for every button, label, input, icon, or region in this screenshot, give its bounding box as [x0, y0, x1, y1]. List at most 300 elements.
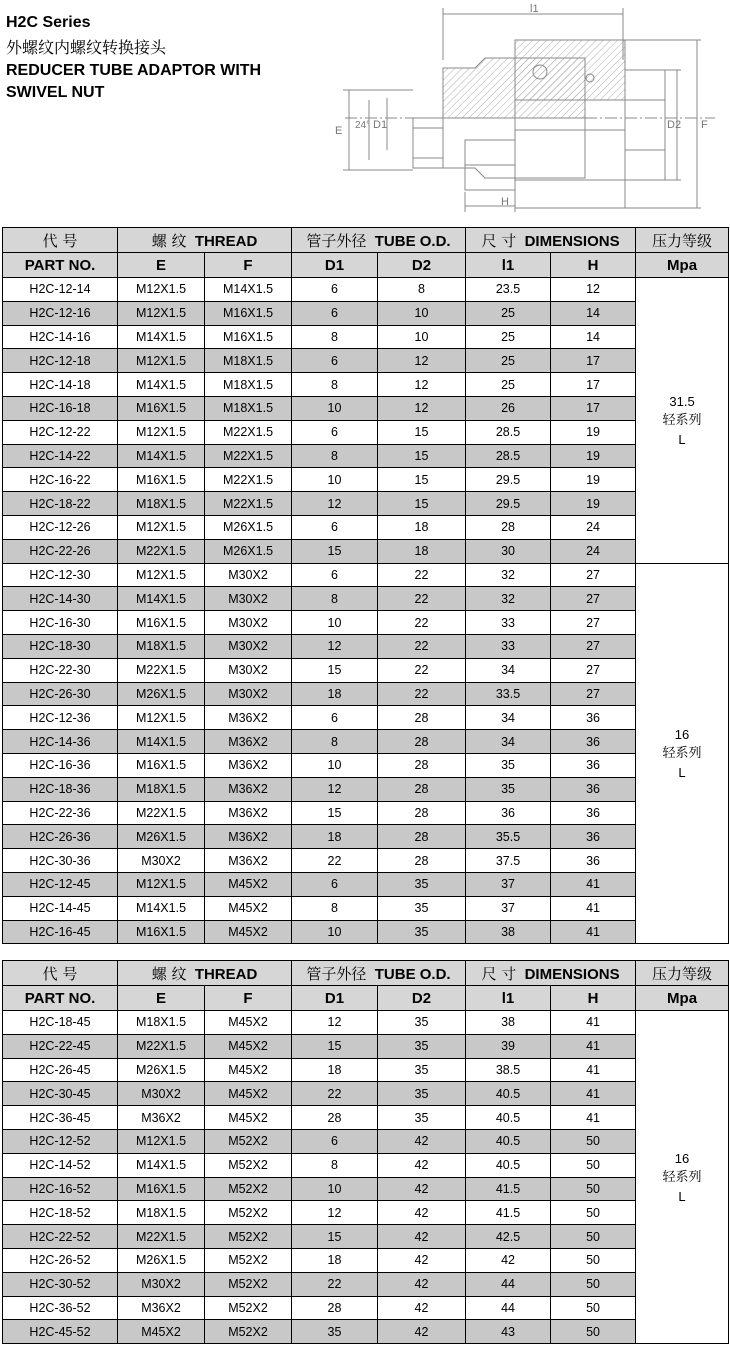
header-mpa: Mpa	[636, 253, 729, 278]
cell-h: 14	[551, 325, 636, 349]
english-title-line2: SWIVEL NUT	[6, 84, 105, 101]
cell-l1: 28.5	[466, 420, 551, 444]
cell-l1: 32	[466, 563, 551, 587]
cell-thread-e: M26X1.5	[118, 825, 205, 849]
cell-h: 27	[551, 634, 636, 658]
table-row	[3, 1106, 729, 1130]
table-row	[3, 1296, 729, 1320]
table-row	[3, 1248, 729, 1272]
cell-l1: 32	[466, 587, 551, 611]
cell-part-no: H2C-12-45	[3, 872, 118, 896]
cell-thread-f: M16X1.5	[205, 325, 292, 349]
cell-thread-f: M36X2	[205, 706, 292, 730]
cell-d1: 10	[292, 396, 378, 420]
header-e: E	[118, 253, 205, 278]
cell-part-no: H2C-16-30	[3, 611, 118, 635]
cell-h: 50	[551, 1153, 636, 1177]
pressure-series-cn: 轻系列	[662, 412, 702, 428]
cell-part-no: H2C-14-18	[3, 373, 118, 397]
header-pressure: 压力等级	[636, 961, 729, 986]
cell-d2: 42	[378, 1225, 466, 1249]
cell-d2: 35	[378, 1011, 466, 1035]
cell-d2: 15	[378, 492, 466, 516]
cell-thread-f: M36X2	[205, 753, 292, 777]
header-d2: D2	[378, 253, 466, 278]
cell-h: 50	[551, 1129, 636, 1153]
cell-part-no: H2C-18-36	[3, 777, 118, 801]
cell-l1: 26	[466, 396, 551, 420]
table-row	[3, 1082, 729, 1106]
cell-h: 36	[551, 706, 636, 730]
cell-thread-f: M36X2	[205, 730, 292, 754]
cell-d1: 6	[292, 515, 378, 539]
cell-part-no: H2C-12-30	[3, 563, 118, 587]
cell-thread-f: M18X1.5	[205, 349, 292, 373]
cell-thread-e: M22X1.5	[118, 1225, 205, 1249]
english-title-line1: REDUCER TUBE ADAPTOR WITH	[6, 62, 262, 79]
cell-d2: 10	[378, 325, 466, 349]
cell-h: 41	[551, 896, 636, 920]
cell-h: 36	[551, 849, 636, 873]
cell-d2: 28	[378, 801, 466, 825]
cell-part-no: H2C-22-45	[3, 1034, 118, 1058]
cell-d1: 12	[292, 1201, 378, 1225]
cell-part-no: H2C-12-22	[3, 420, 118, 444]
cell-l1: 44	[466, 1296, 551, 1320]
cell-thread-f: M16X1.5	[205, 301, 292, 325]
header-d2: D2	[378, 986, 466, 1011]
cell-l1: 41.5	[466, 1177, 551, 1201]
cell-h: 41	[551, 1058, 636, 1082]
cell-thread-e: M14X1.5	[118, 373, 205, 397]
cell-thread-e: M16X1.5	[118, 468, 205, 492]
cell-thread-e: M26X1.5	[118, 1058, 205, 1082]
cell-l1: 40.5	[466, 1129, 551, 1153]
spec-table-1	[2, 227, 729, 944]
cell-l1: 33	[466, 611, 551, 635]
cell-thread-f: M45X2	[205, 896, 292, 920]
pressure-pressure: 16	[674, 726, 690, 742]
cell-thread-f: M45X2	[205, 920, 292, 944]
cell-h: 50	[551, 1201, 636, 1225]
page-header	[6, 12, 261, 104]
cell-l1: 25	[466, 373, 551, 397]
cell-h: 41	[551, 872, 636, 896]
cell-d2: 22	[378, 682, 466, 706]
cell-d2: 35	[378, 1082, 466, 1106]
cell-h: 41	[551, 1082, 636, 1106]
cell-thread-f: M45X2	[205, 1034, 292, 1058]
cell-l1: 33.5	[466, 682, 551, 706]
cell-l1: 37.5	[466, 849, 551, 873]
cell-h: 27	[551, 587, 636, 611]
cell-d2: 28	[378, 825, 466, 849]
header-f: F	[205, 986, 292, 1011]
cell-d2: 35	[378, 1034, 466, 1058]
cell-d2: 35	[378, 896, 466, 920]
cell-h: 50	[551, 1177, 636, 1201]
pressure-series-code: L	[678, 1188, 686, 1204]
cell-thread-f: M30X2	[205, 611, 292, 635]
cell-d1: 18	[292, 825, 378, 849]
header-e: E	[118, 986, 205, 1011]
cell-thread-f: M45X2	[205, 1058, 292, 1082]
table-row	[3, 492, 729, 516]
cell-d2: 42	[378, 1201, 466, 1225]
header-part-number: 代 号	[3, 961, 118, 986]
cell-d1: 22	[292, 1082, 378, 1106]
table-row	[3, 539, 729, 563]
header-d1: D1	[292, 253, 378, 278]
table-row	[3, 753, 729, 777]
cell-part-no: H2C-12-52	[3, 1129, 118, 1153]
cell-h: 36	[551, 825, 636, 849]
cell-d1: 6	[292, 706, 378, 730]
cell-d2: 18	[378, 515, 466, 539]
cell-d1: 15	[292, 1225, 378, 1249]
cell-l1: 35	[466, 777, 551, 801]
cell-thread-e: M22X1.5	[118, 1034, 205, 1058]
cell-part-no: H2C-16-18	[3, 396, 118, 420]
header-thread: 螺 纹 THREAD	[118, 961, 292, 986]
cell-l1: 42	[466, 1248, 551, 1272]
cell-part-no: H2C-26-45	[3, 1058, 118, 1082]
cell-d1: 22	[292, 1272, 378, 1296]
cell-thread-f: M30X2	[205, 658, 292, 682]
cell-part-no: H2C-12-26	[3, 515, 118, 539]
cell-l1: 43	[466, 1320, 551, 1344]
cell-l1: 29.5	[466, 492, 551, 516]
table-row	[3, 515, 729, 539]
cell-thread-e: M14X1.5	[118, 1153, 205, 1177]
cell-part-no: H2C-22-36	[3, 801, 118, 825]
cell-thread-e: M12X1.5	[118, 706, 205, 730]
cell-d1: 10	[292, 920, 378, 944]
cell-d2: 42	[378, 1248, 466, 1272]
cell-d1: 28	[292, 1296, 378, 1320]
table-row	[3, 468, 729, 492]
cell-d1: 12	[292, 634, 378, 658]
cell-part-no: H2C-22-26	[3, 539, 118, 563]
cell-d2: 42	[378, 1296, 466, 1320]
cell-d1: 10	[292, 611, 378, 635]
cell-h: 50	[551, 1296, 636, 1320]
cell-l1: 28.5	[466, 444, 551, 468]
cell-d2: 22	[378, 563, 466, 587]
cell-h: 19	[551, 420, 636, 444]
cell-part-no: H2C-12-14	[3, 278, 118, 302]
pressure-pressure: 31.5	[669, 393, 695, 409]
cell-d1: 10	[292, 753, 378, 777]
cell-d2: 22	[378, 634, 466, 658]
table-row	[3, 1177, 729, 1201]
cell-l1: 40.5	[466, 1082, 551, 1106]
cell-part-no: H2C-18-45	[3, 1011, 118, 1035]
cell-thread-e: M16X1.5	[118, 920, 205, 944]
cell-h: 41	[551, 1106, 636, 1130]
table-row	[3, 1058, 729, 1082]
cell-d2: 35	[378, 1106, 466, 1130]
table-row	[3, 278, 729, 302]
cell-l1: 39	[466, 1034, 551, 1058]
header-tube-od: 管子外径 TUBE O.D.	[292, 228, 466, 253]
cell-d1: 8	[292, 587, 378, 611]
cell-thread-e: M12X1.5	[118, 515, 205, 539]
cell-d1: 8	[292, 325, 378, 349]
pressure-series-cn: 轻系列	[662, 1169, 702, 1185]
cell-thread-f: M26X1.5	[205, 539, 292, 563]
cell-part-no: H2C-18-22	[3, 492, 118, 516]
cell-thread-e: M14X1.5	[118, 896, 205, 920]
cell-part-no: H2C-12-16	[3, 301, 118, 325]
pressure-rating-cell	[636, 278, 729, 564]
cell-h: 24	[551, 539, 636, 563]
cell-d1: 18	[292, 1248, 378, 1272]
cell-h: 14	[551, 301, 636, 325]
cell-d2: 18	[378, 539, 466, 563]
cell-thread-e: M14X1.5	[118, 587, 205, 611]
cell-thread-e: M22X1.5	[118, 658, 205, 682]
cell-d1: 15	[292, 1034, 378, 1058]
cell-h: 50	[551, 1248, 636, 1272]
cell-d2: 42	[378, 1129, 466, 1153]
cell-l1: 37	[466, 896, 551, 920]
cell-l1: 38	[466, 920, 551, 944]
cell-h: 27	[551, 682, 636, 706]
table-row	[3, 396, 729, 420]
cell-thread-e: M18X1.5	[118, 1201, 205, 1225]
cell-thread-f: M36X2	[205, 777, 292, 801]
cell-part-no: H2C-12-18	[3, 349, 118, 373]
cell-thread-e: M16X1.5	[118, 1177, 205, 1201]
header-part-no-en: PART NO.	[3, 253, 118, 278]
table-row	[3, 420, 729, 444]
cell-l1: 37	[466, 872, 551, 896]
cell-d2: 10	[378, 301, 466, 325]
cell-l1: 34	[466, 658, 551, 682]
cell-part-no: H2C-18-52	[3, 1201, 118, 1225]
table-row	[3, 920, 729, 944]
table-row	[3, 1225, 729, 1249]
cell-d2: 42	[378, 1272, 466, 1296]
header-d1: D1	[292, 986, 378, 1011]
table-row	[3, 849, 729, 873]
cell-thread-e: M12X1.5	[118, 349, 205, 373]
cell-thread-f: M18X1.5	[205, 396, 292, 420]
table-row	[3, 706, 729, 730]
cell-d2: 22	[378, 658, 466, 682]
cell-thread-f: M45X2	[205, 872, 292, 896]
cell-thread-f: M22X1.5	[205, 444, 292, 468]
label-e: E	[335, 125, 343, 137]
cell-thread-f: M18X1.5	[205, 373, 292, 397]
label-d1: D1	[373, 119, 388, 131]
cell-d2: 15	[378, 420, 466, 444]
cell-l1: 38	[466, 1011, 551, 1035]
cell-h: 50	[551, 1225, 636, 1249]
header-f: F	[205, 253, 292, 278]
cell-part-no: H2C-22-30	[3, 658, 118, 682]
cell-h: 27	[551, 563, 636, 587]
cell-thread-f: M30X2	[205, 682, 292, 706]
cell-d2: 12	[378, 349, 466, 373]
cell-l1: 40.5	[466, 1153, 551, 1177]
cell-d2: 28	[378, 849, 466, 873]
cell-d2: 28	[378, 730, 466, 754]
pressure-rating-cell	[636, 1011, 729, 1344]
cell-d1: 8	[292, 444, 378, 468]
cell-h: 19	[551, 492, 636, 516]
cell-thread-e: M22X1.5	[118, 801, 205, 825]
table-row	[3, 634, 729, 658]
cell-d2: 22	[378, 587, 466, 611]
label-l1: l1	[530, 3, 539, 15]
table-row	[3, 1034, 729, 1058]
cell-d2: 28	[378, 753, 466, 777]
cell-part-no: H2C-36-45	[3, 1106, 118, 1130]
cell-d2: 8	[378, 278, 466, 302]
cell-thread-e: M12X1.5	[118, 872, 205, 896]
cell-d1: 12	[292, 1011, 378, 1035]
cell-h: 36	[551, 801, 636, 825]
table-row	[3, 325, 729, 349]
cell-d1: 18	[292, 682, 378, 706]
cell-l1: 41.5	[466, 1201, 551, 1225]
cell-part-no: H2C-30-52	[3, 1272, 118, 1296]
header-dimensions: 尺 寸 DIMENSIONS	[466, 961, 636, 986]
cell-part-no: H2C-16-36	[3, 753, 118, 777]
cell-part-no: H2C-45-52	[3, 1320, 118, 1344]
cell-l1: 35	[466, 753, 551, 777]
table-row	[3, 1272, 729, 1296]
cell-d1: 8	[292, 896, 378, 920]
header-part-no-en: PART NO.	[3, 986, 118, 1011]
cell-h: 24	[551, 515, 636, 539]
cell-thread-e: M16X1.5	[118, 611, 205, 635]
cell-thread-f: M22X1.5	[205, 420, 292, 444]
cell-part-no: H2C-22-52	[3, 1225, 118, 1249]
cell-d1: 12	[292, 492, 378, 516]
cell-l1: 35.5	[466, 825, 551, 849]
cell-part-no: H2C-14-22	[3, 444, 118, 468]
cell-d1: 6	[292, 872, 378, 896]
cell-thread-f: M30X2	[205, 563, 292, 587]
cell-part-no: H2C-26-36	[3, 825, 118, 849]
cell-h: 36	[551, 753, 636, 777]
header-thread: 螺 纹 THREAD	[118, 228, 292, 253]
cell-h: 17	[551, 373, 636, 397]
cell-thread-e: M14X1.5	[118, 325, 205, 349]
cell-d1: 10	[292, 1177, 378, 1201]
cell-part-no: H2C-12-36	[3, 706, 118, 730]
cell-thread-f: M45X2	[205, 1011, 292, 1035]
table-row	[3, 301, 729, 325]
cell-h: 36	[551, 777, 636, 801]
cell-part-no: H2C-14-52	[3, 1153, 118, 1177]
cell-thread-f: M52X2	[205, 1129, 292, 1153]
header-dimensions: 尺 寸 DIMENSIONS	[466, 228, 636, 253]
cell-d2: 35	[378, 920, 466, 944]
cell-thread-f: M52X2	[205, 1201, 292, 1225]
table-row	[3, 1320, 729, 1344]
cell-thread-f: M14X1.5	[205, 278, 292, 302]
series-title: H2C Series	[6, 14, 91, 31]
cell-part-no: H2C-14-36	[3, 730, 118, 754]
cell-h: 19	[551, 468, 636, 492]
cell-l1: 25	[466, 301, 551, 325]
cell-l1: 30	[466, 539, 551, 563]
cell-thread-f: M36X2	[205, 849, 292, 873]
cell-h: 27	[551, 611, 636, 635]
cell-d1: 28	[292, 1106, 378, 1130]
cell-thread-f: M52X2	[205, 1296, 292, 1320]
table-row	[3, 563, 729, 587]
cell-d1: 15	[292, 658, 378, 682]
cell-thread-f: M52X2	[205, 1177, 292, 1201]
cell-d2: 22	[378, 611, 466, 635]
cell-thread-e: M18X1.5	[118, 1011, 205, 1035]
cell-thread-e: M14X1.5	[118, 730, 205, 754]
table-row	[3, 1011, 729, 1035]
cell-thread-e: M36X2	[118, 1296, 205, 1320]
cell-d1: 8	[292, 1153, 378, 1177]
cell-d2: 12	[378, 396, 466, 420]
cell-thread-f: M45X2	[205, 1106, 292, 1130]
table-row	[3, 825, 729, 849]
header-l1: l1	[466, 986, 551, 1011]
cell-thread-e: M12X1.5	[118, 563, 205, 587]
cell-d2: 42	[378, 1177, 466, 1201]
cell-thread-e: M30X2	[118, 1082, 205, 1106]
cell-thread-e: M16X1.5	[118, 396, 205, 420]
cell-thread-e: M26X1.5	[118, 1248, 205, 1272]
table-row	[3, 444, 729, 468]
cell-part-no: H2C-16-52	[3, 1177, 118, 1201]
cell-thread-f: M52X2	[205, 1225, 292, 1249]
cell-thread-f: M30X2	[205, 634, 292, 658]
cell-thread-e: M12X1.5	[118, 420, 205, 444]
pressure-rating-cell	[636, 563, 729, 944]
cell-thread-e: M22X1.5	[118, 539, 205, 563]
cell-d1: 15	[292, 539, 378, 563]
cell-part-no: H2C-16-45	[3, 920, 118, 944]
cell-thread-e: M26X1.5	[118, 682, 205, 706]
cell-thread-e: M18X1.5	[118, 492, 205, 516]
table-row	[3, 349, 729, 373]
cell-h: 50	[551, 1272, 636, 1296]
cell-thread-e: M30X2	[118, 1272, 205, 1296]
cell-d2: 42	[378, 1153, 466, 1177]
cell-l1: 25	[466, 325, 551, 349]
table-row	[3, 872, 729, 896]
label-h: H	[501, 196, 509, 208]
spec-table-2	[2, 960, 729, 1344]
table-row	[3, 896, 729, 920]
cell-thread-f: M52X2	[205, 1272, 292, 1296]
pressure-series-code: L	[678, 764, 686, 780]
cell-part-no: H2C-14-16	[3, 325, 118, 349]
cell-thread-e: M36X2	[118, 1106, 205, 1130]
cell-thread-e: M18X1.5	[118, 777, 205, 801]
cell-h: 17	[551, 396, 636, 420]
cell-thread-f: M30X2	[205, 587, 292, 611]
cell-thread-f: M45X2	[205, 1082, 292, 1106]
cell-thread-e: M12X1.5	[118, 1129, 205, 1153]
cell-d1: 15	[292, 801, 378, 825]
cell-d2: 15	[378, 444, 466, 468]
cell-l1: 40.5	[466, 1106, 551, 1130]
cell-h: 12	[551, 278, 636, 302]
